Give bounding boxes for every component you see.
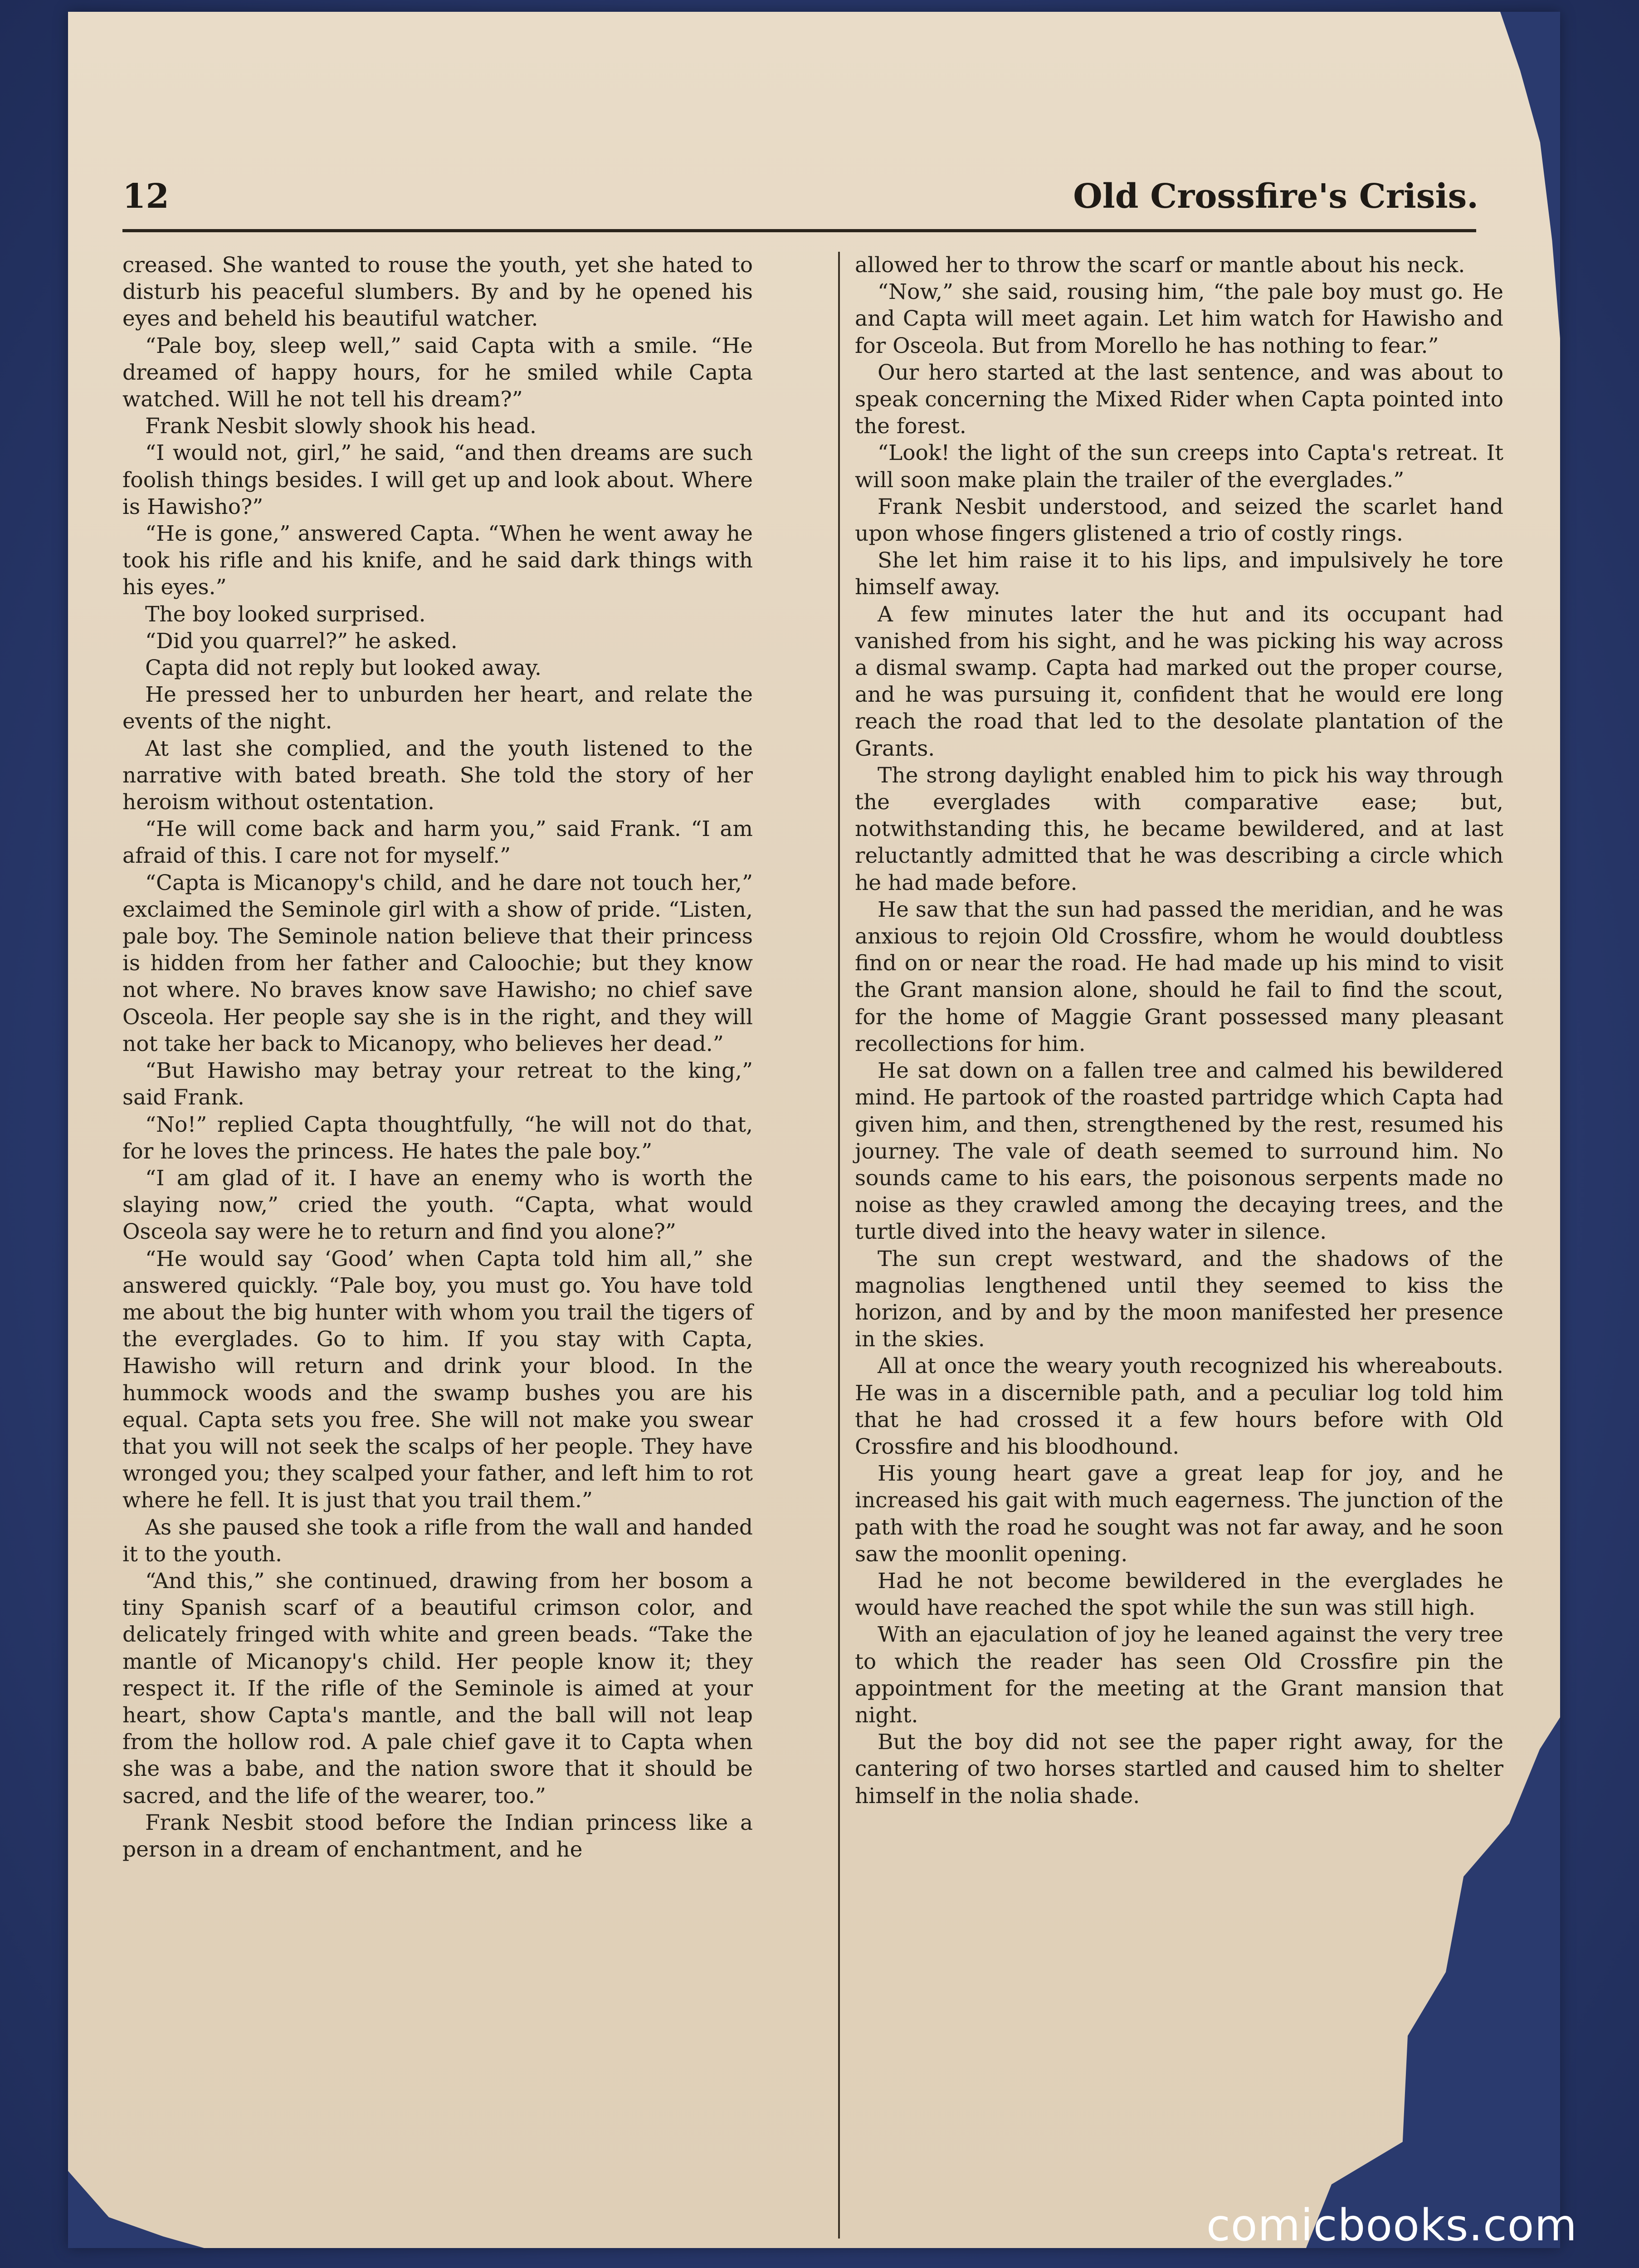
paragraph: creased. She wanted to rouse the youth, yet she hated to disturb his peaceful slumbers. By and by he opened his eyes and beheld his beautiful watcher. — [122, 253, 753, 332]
page-header — [122, 177, 1488, 227]
paragraph: “Capta is Micanopy's child, and he dare not touch her,” exclaimed the Seminole girl with a show of pride. “Listen, pale boy. The Seminole nation believe that their princess is hidden from her father and Caloochie; but they know not where. No braves know save Hawisho; no chief save Osceola. Her people say she is in the right, and they will not take her back to Micanopy, who believes her dead.” — [122, 870, 753, 1056]
paragraph: “Now,” she said, rousing him, “the pale boy must go. He and Capta will meet again. Let him watch for Hawisho and for Osceola. But from Morello he has nothing to fear.” — [855, 279, 1503, 358]
text-column-left — [122, 252, 753, 1863]
header-rule — [122, 229, 1476, 232]
paragraph: Had he not become bewildered in the everglades he would have reached the spot while the sun was still high. — [855, 1568, 1503, 1621]
paragraph: “And this,” she continued, drawing from her bosom a tiny Spanish scarf of a beautiful crimson color, and delicately fringed with white and green beads. “Take the mantle of Micanopy's child. Her people know it; they respect it. If the rifle of the Seminole is aimed at your heart, show Capta's mantle, and the ball will not leap from the hollow rod. A pale chief gave it to Capta when she was a babe, and the nation swore that it should be sacred, and the life of the wearer, too.” — [122, 1568, 753, 1809]
column-divider — [838, 252, 840, 2239]
paragraph: Frank Nesbit understood, and seized the scarlet hand upon whose fingers glistened a trio of costly rings. — [855, 494, 1503, 547]
paragraph: Frank Nesbit slowly shook his head. — [145, 414, 537, 439]
paragraph: His young heart gave a great leap for joy, and he increased his gait with much eagerness. The junction of the path with the road he sought was not far away, and he soon saw the moonlit opening. — [855, 1461, 1503, 1567]
paragraph: The boy looked surprised. — [145, 601, 426, 627]
paragraph: “He is gone,” answered Capta. “When he went away he took his rifle and his knife, and he said dark things with his eyes.” — [122, 521, 753, 600]
paragraph: “He would say ‘Good’ when Capta told him all,” she answered quickly. “Pale boy, you must go. You have told me about the big hunter with whom you trail the tigers of the everglades. Go to him. If you stay with Capta, Hawisho will return and drink your blood. In the hummock woods and the swamp bushes you are his equal. Capta sets you free. She will not make you swear that you will not seek the scalps of her people. They have wronged you; they scalped your father, and left him to rot where he fell. It is just that you trail them.” — [122, 1246, 753, 1513]
text-column-right — [855, 252, 1503, 1809]
paragraph: At last she complied, and the youth listened to the narrative with bated breath. She told the story of her heroism without ostentation. — [122, 736, 753, 815]
paragraph: Our hero started at the last sentence, and was about to speak concerning the Mixed Rider when Capta pointed into the forest. — [855, 360, 1503, 439]
paragraph: With an ejaculation of joy he leaned against the very tree to which the reader has seen Old Crossfire pin the appointment for the meeting at the Grant mansion that night. — [855, 1622, 1503, 1728]
paragraph: “But Hawisho may betray your retreat to the king,” said Frank. — [122, 1058, 753, 1110]
paragraph: “Did you quarrel?” he asked. — [145, 628, 458, 654]
paragraph: Frank Nesbit stood before the Indian princess like a person in a dream of enchantment, and he — [122, 1810, 753, 1862]
paragraph: But the boy did not see the paper right away, for the cantering of two horses startled and caused him to shelter himself in the nolia shade. — [855, 1730, 1503, 1809]
paragraph: The sun crept westward, and the shadows of the magnolias lengthened until they seemed to kiss the horizon, and by and by the moon manifested her presence in the skies. — [855, 1246, 1503, 1352]
paragraph: “No!” replied Capta thoughtfully, “he will not do that, for he loves the princess. He hates the pale boy.” — [122, 1112, 753, 1164]
torn-corner-bottom-left — [68, 2171, 204, 2248]
paragraph: As she paused she took a rifle from the wall and handed it to the youth. — [122, 1515, 753, 1567]
paragraph: “Look! the light of the sun creeps into Capta's retreat. It will soon make plain the trailer of the everglades.” — [855, 440, 1503, 493]
paragraph: allowed her to throw the scarf or mantle about his neck. — [855, 253, 1465, 278]
paragraph: He sat down on a fallen tree and calmed his bewildered mind. He partook of the roasted partridge which Capta had given him, and then, strengthened by the rest, resumed his journey. The vale of death seemed to surround him. No sounds came to his ears, the poisonous serpents made no noise as they crawled among the decaying trees, and the turtle dived into the heavy water in silence. — [855, 1058, 1503, 1245]
paragraph: “Pale boy, sleep well,” said Capta with a smile. “He dreamed of happy hours, for he smiled while Capta watched. Will he not tell his dream?” — [122, 333, 753, 412]
paragraph: Capta did not reply but looked away. — [145, 655, 541, 681]
paragraph: The strong daylight enabled him to pick his way through the everglades with comparative ease; but, notwithstanding this, he became bewildered, and at last reluctantly admitted that he was describing a circle which he had made before. — [855, 763, 1503, 895]
paragraph: He pressed her to unburden her heart, and relate the events of the night. — [122, 682, 753, 734]
paragraph: She let him raise it to his lips, and impulsively he tore himself away. — [855, 548, 1503, 600]
paragraph: All at once the weary youth recognized his whereabouts. He was in a discernible path, and a peculiar log told him that he had crossed it a few hours before with Old Crossfire and his bloodhound. — [855, 1354, 1503, 1459]
paragraph: He saw that the sun had passed the meridian, and he was anxious to rejoin Old Crossfire, whom he would doubtless find on or near the road. He had made up his mind to visit the Grant mansion alone, should he fail to find the scout, for the home of Maggie Grant possessed many pleasant recollections for him. — [855, 897, 1503, 1056]
paragraph: “I am glad of it. I have an enemy who is worth the slaying now,” cried the youth. “Capta, what would Osceola say were he to return and find you alone?” — [122, 1165, 753, 1245]
paragraph: “I would not, girl,” he said, “and then dreams are such foolish things besides. I will get up and look about. Where is Hawisho?” — [122, 440, 753, 519]
page-number: 12 — [122, 177, 169, 216]
watermark: comicbooks.com — [1206, 2200, 1578, 2251]
paragraph: A few minutes later the hut and its occupant had vanished from his sight, and he was picking his way across a dismal swamp. Capta had marked out the proper course, and he was pursuing it, confident that he would ere long reach the road that led to the desolate plantation of the Grants. — [855, 601, 1503, 761]
running-title: Old Crossfire's Crisis. — [1073, 177, 1478, 216]
paragraph: “He will come back and harm you,” said Frank. “I am afraid of this. I care not for myself.” — [122, 816, 753, 869]
